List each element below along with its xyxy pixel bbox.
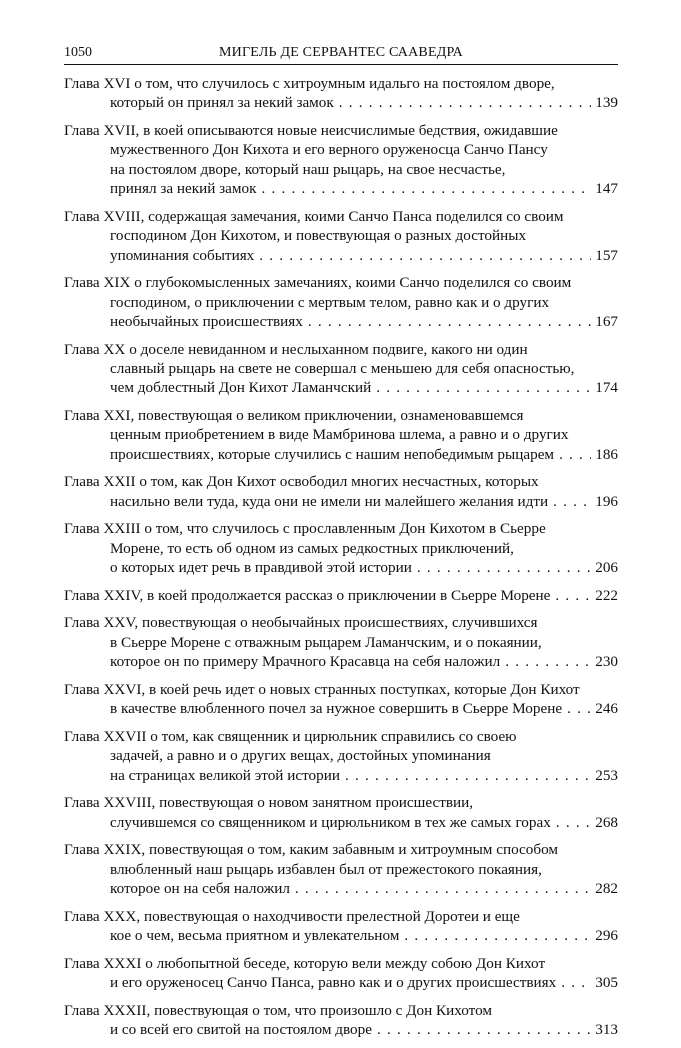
toc-entry (64, 1001, 618, 1040)
toc-entry-line: Глава XXXII, повествующая о том, что произошло с Дон Кихотом (64, 1001, 493, 1019)
toc-page-number: 305 (595, 974, 618, 992)
toc-entry-line: Глава XXXI о любопытной беседе, которую вели между собою Дон Кихот (64, 954, 546, 972)
toc-entry-line: Глава XXVII о том, как священник и цирюльник справились со своею (64, 727, 517, 745)
toc-page-number: 296 (595, 927, 618, 945)
toc-entry-line: мужественного Дон Кихота и его верного оруженосца Санчо Пансу (110, 141, 548, 159)
toc-page-number: 206 (595, 559, 618, 577)
toc-entry-line (64, 558, 618, 577)
toc-entry-text: и его оруженосец Санчо Панса, равно как и о других происшествиях (110, 974, 557, 992)
toc-page-number: 186 (595, 445, 618, 463)
toc-page-number: 222 (595, 586, 618, 604)
toc-entry (64, 954, 618, 993)
toc-entry (64, 406, 618, 464)
toc-entry-line: Глава XXV, повествующая о необычайных происшествиях, случившихся (64, 614, 538, 632)
toc-page-number: 139 (595, 94, 618, 112)
toc-entry-text: и со всей его свитой на постоялом дворе (110, 1021, 372, 1039)
toc-entry-line (64, 312, 618, 331)
dot-leader (404, 926, 591, 945)
toc-entry-text: в качестве влюбленного почел за нужное совершить в Сьерре Морене (110, 700, 563, 718)
table-of-contents (64, 74, 618, 1048)
toc-entry-text: которое он на себя наложил (110, 880, 290, 898)
toc-entry-line: Глава XXII о том, как Дон Кихот освободил многих несчастных, которых (64, 473, 539, 491)
dot-leader (417, 558, 591, 577)
dot-leader (295, 879, 591, 898)
toc-entry-line: в Сьерре Морене с отважным рыцарем Ламанчским, и о покаянии, (110, 633, 542, 651)
toc-entry-line: Глава XXIX, повествующая о том, каким забавным и хитроумным способом (64, 841, 559, 859)
toc-entry (64, 74, 618, 113)
toc-entry-line: ценным приобретением в виде Мамбринова шлема, а равно и о других (110, 426, 569, 444)
toc-entry-line (64, 879, 618, 898)
toc-entry (64, 121, 618, 199)
toc-entry-text: происшествиях, которые случились с нашим непобедимым рыцарем (110, 445, 555, 463)
toc-entry-line (64, 246, 618, 265)
toc-entry (64, 586, 618, 605)
toc-page-number: 230 (595, 653, 618, 671)
toc-entry-line: Морене, то есть об одном из самых редкостных приключений, (110, 539, 514, 557)
dot-leader (505, 652, 591, 671)
toc-entry-line (64, 652, 618, 671)
toc-page-number: 147 (595, 180, 618, 198)
toc-page-number: 253 (595, 766, 618, 784)
toc-entry-text: которое он по примеру Мрачного Красавца на себя наложил (110, 653, 501, 671)
toc-entry (64, 273, 618, 331)
dot-leader (376, 378, 591, 397)
toc-entry-line: Глава XXVI, в коей речь идет о новых странных поступках, которые Дон Кихот (64, 680, 580, 698)
header-rule (64, 64, 618, 65)
toc-entry-text: кое о чем, весьма приятном и увлекательном (110, 927, 400, 945)
toc-entry-line: Глава XVI о том, что случилось с хитроумным идальго на постоялом дворе, (64, 75, 555, 92)
toc-entry-line: Глава XVII, в коей описываются новые неисчислимые бедствия, ожидавшие (64, 122, 558, 139)
page-number: 1050 (64, 45, 92, 60)
toc-page-number: 313 (595, 1021, 618, 1039)
toc-entry (64, 519, 618, 577)
toc-entry (64, 907, 618, 946)
toc-entry-line: господином, о приключении с мертвым телом, равно как и о других (110, 293, 550, 311)
toc-entry-line (64, 973, 618, 992)
toc-entry-text: о которых идет речь в правдивой этой истории (110, 559, 412, 577)
dot-leader (308, 312, 591, 331)
toc-entry-line: славный рыцарь на свете не совершал с меньшею для себя опасностью, (110, 360, 575, 378)
toc-entry-line: влюбленный наш рыцарь избавлен был от прежестокого покаяния, (110, 860, 542, 878)
toc-entry-line: Глава XIX о глубокомысленных замечаниях, коими Санчо поделился со своим (64, 274, 572, 292)
toc-entry-line: Глава XXVIII, повествующая о новом занятном происшествии, (64, 794, 474, 812)
dot-leader (345, 766, 591, 785)
toc-entry-text: Глава XXIV, в коей продолжается рассказ о приключении в Сьерре Морене (64, 586, 551, 604)
toc-page-number: 157 (595, 246, 618, 264)
toc-entry-line: господином Дон Кихотом, и повествующая о разных достойных (110, 227, 527, 245)
toc-entry-line: на постоялом дворе, который наш рыцарь, на свое несчастье, (110, 160, 506, 178)
toc-entry-line: Глава XXX, повествующая о находчивости прелестной Доротеи и еще (64, 907, 520, 925)
toc-entry-line (64, 93, 618, 112)
toc-entry-line (64, 926, 618, 945)
toc-entry-text: который он принял за некий замок (110, 94, 334, 112)
dot-leader (553, 492, 591, 511)
toc-entry (64, 472, 618, 511)
toc-entry-line (64, 766, 618, 785)
toc-entry-line (64, 378, 618, 397)
toc-entry (64, 727, 618, 785)
toc-entry-text: упоминания событиях (110, 246, 255, 264)
toc-entry-line (64, 492, 618, 511)
toc-entry (64, 840, 618, 898)
dot-leader (377, 1020, 591, 1039)
dot-leader (555, 586, 591, 605)
toc-entry-text: случившемся со священником и цирюльником в тех же самых горах (110, 813, 551, 831)
dot-leader (259, 246, 591, 265)
toc-page-number: 246 (595, 700, 618, 718)
dot-leader (339, 93, 591, 112)
toc-entry-text: чем доблестный Дон Кихот Ламанчский (110, 379, 372, 397)
running-title: МИГЕЛЬ ДЕ СЕРВАНТЕС СААВЕДРА (219, 45, 463, 60)
toc-entry-line: Глава XXIII о том, что случилось с прославленным Дон Кихотом в Сьерре (64, 520, 546, 538)
toc-entry-line: Глава XXI, повествующая о великом приключении, ознаменовавшемся (64, 407, 524, 425)
toc-entry-line (64, 1020, 618, 1039)
toc-page-number: 282 (595, 880, 618, 898)
toc-entry-line: задачей, а равно и о других вещах, достойных упоминания (110, 747, 491, 765)
toc-entry-line: Глава XX о доселе невиданном и неслыханном подвиге, какого ни один (64, 340, 528, 358)
toc-entry-line (64, 699, 618, 718)
dot-leader (556, 813, 591, 832)
toc-entry (64, 680, 618, 719)
dot-leader (262, 179, 592, 198)
toc-entry-line (64, 586, 618, 605)
toc-entry-line: Глава XVIII, содержащая замечания, коими Санчо Панса поделился со своим (64, 207, 564, 225)
toc-page-number: 196 (595, 492, 618, 510)
toc-entry-text: насильно вели туда, куда они не имели ни малейшего желания идти (110, 492, 549, 510)
dot-leader (561, 973, 591, 992)
toc-entry-text: на страницах великой этой истории (110, 766, 340, 784)
toc-entry-line (64, 445, 618, 464)
toc-entry (64, 613, 618, 671)
toc-page-number: 174 (595, 379, 618, 397)
toc-entry-line (64, 813, 618, 832)
toc-page-number: 167 (595, 313, 618, 331)
toc-entry-text: необычайных происшествиях (110, 313, 303, 331)
toc-entry (64, 340, 618, 398)
toc-entry (64, 207, 618, 265)
running-header (64, 44, 618, 62)
toc-entry-line (64, 179, 618, 198)
toc-entry (64, 793, 618, 832)
toc-page-number: 268 (595, 813, 618, 831)
dot-leader (559, 445, 591, 464)
toc-entry-text: принял за некий замок (110, 180, 257, 198)
dot-leader (567, 699, 591, 718)
